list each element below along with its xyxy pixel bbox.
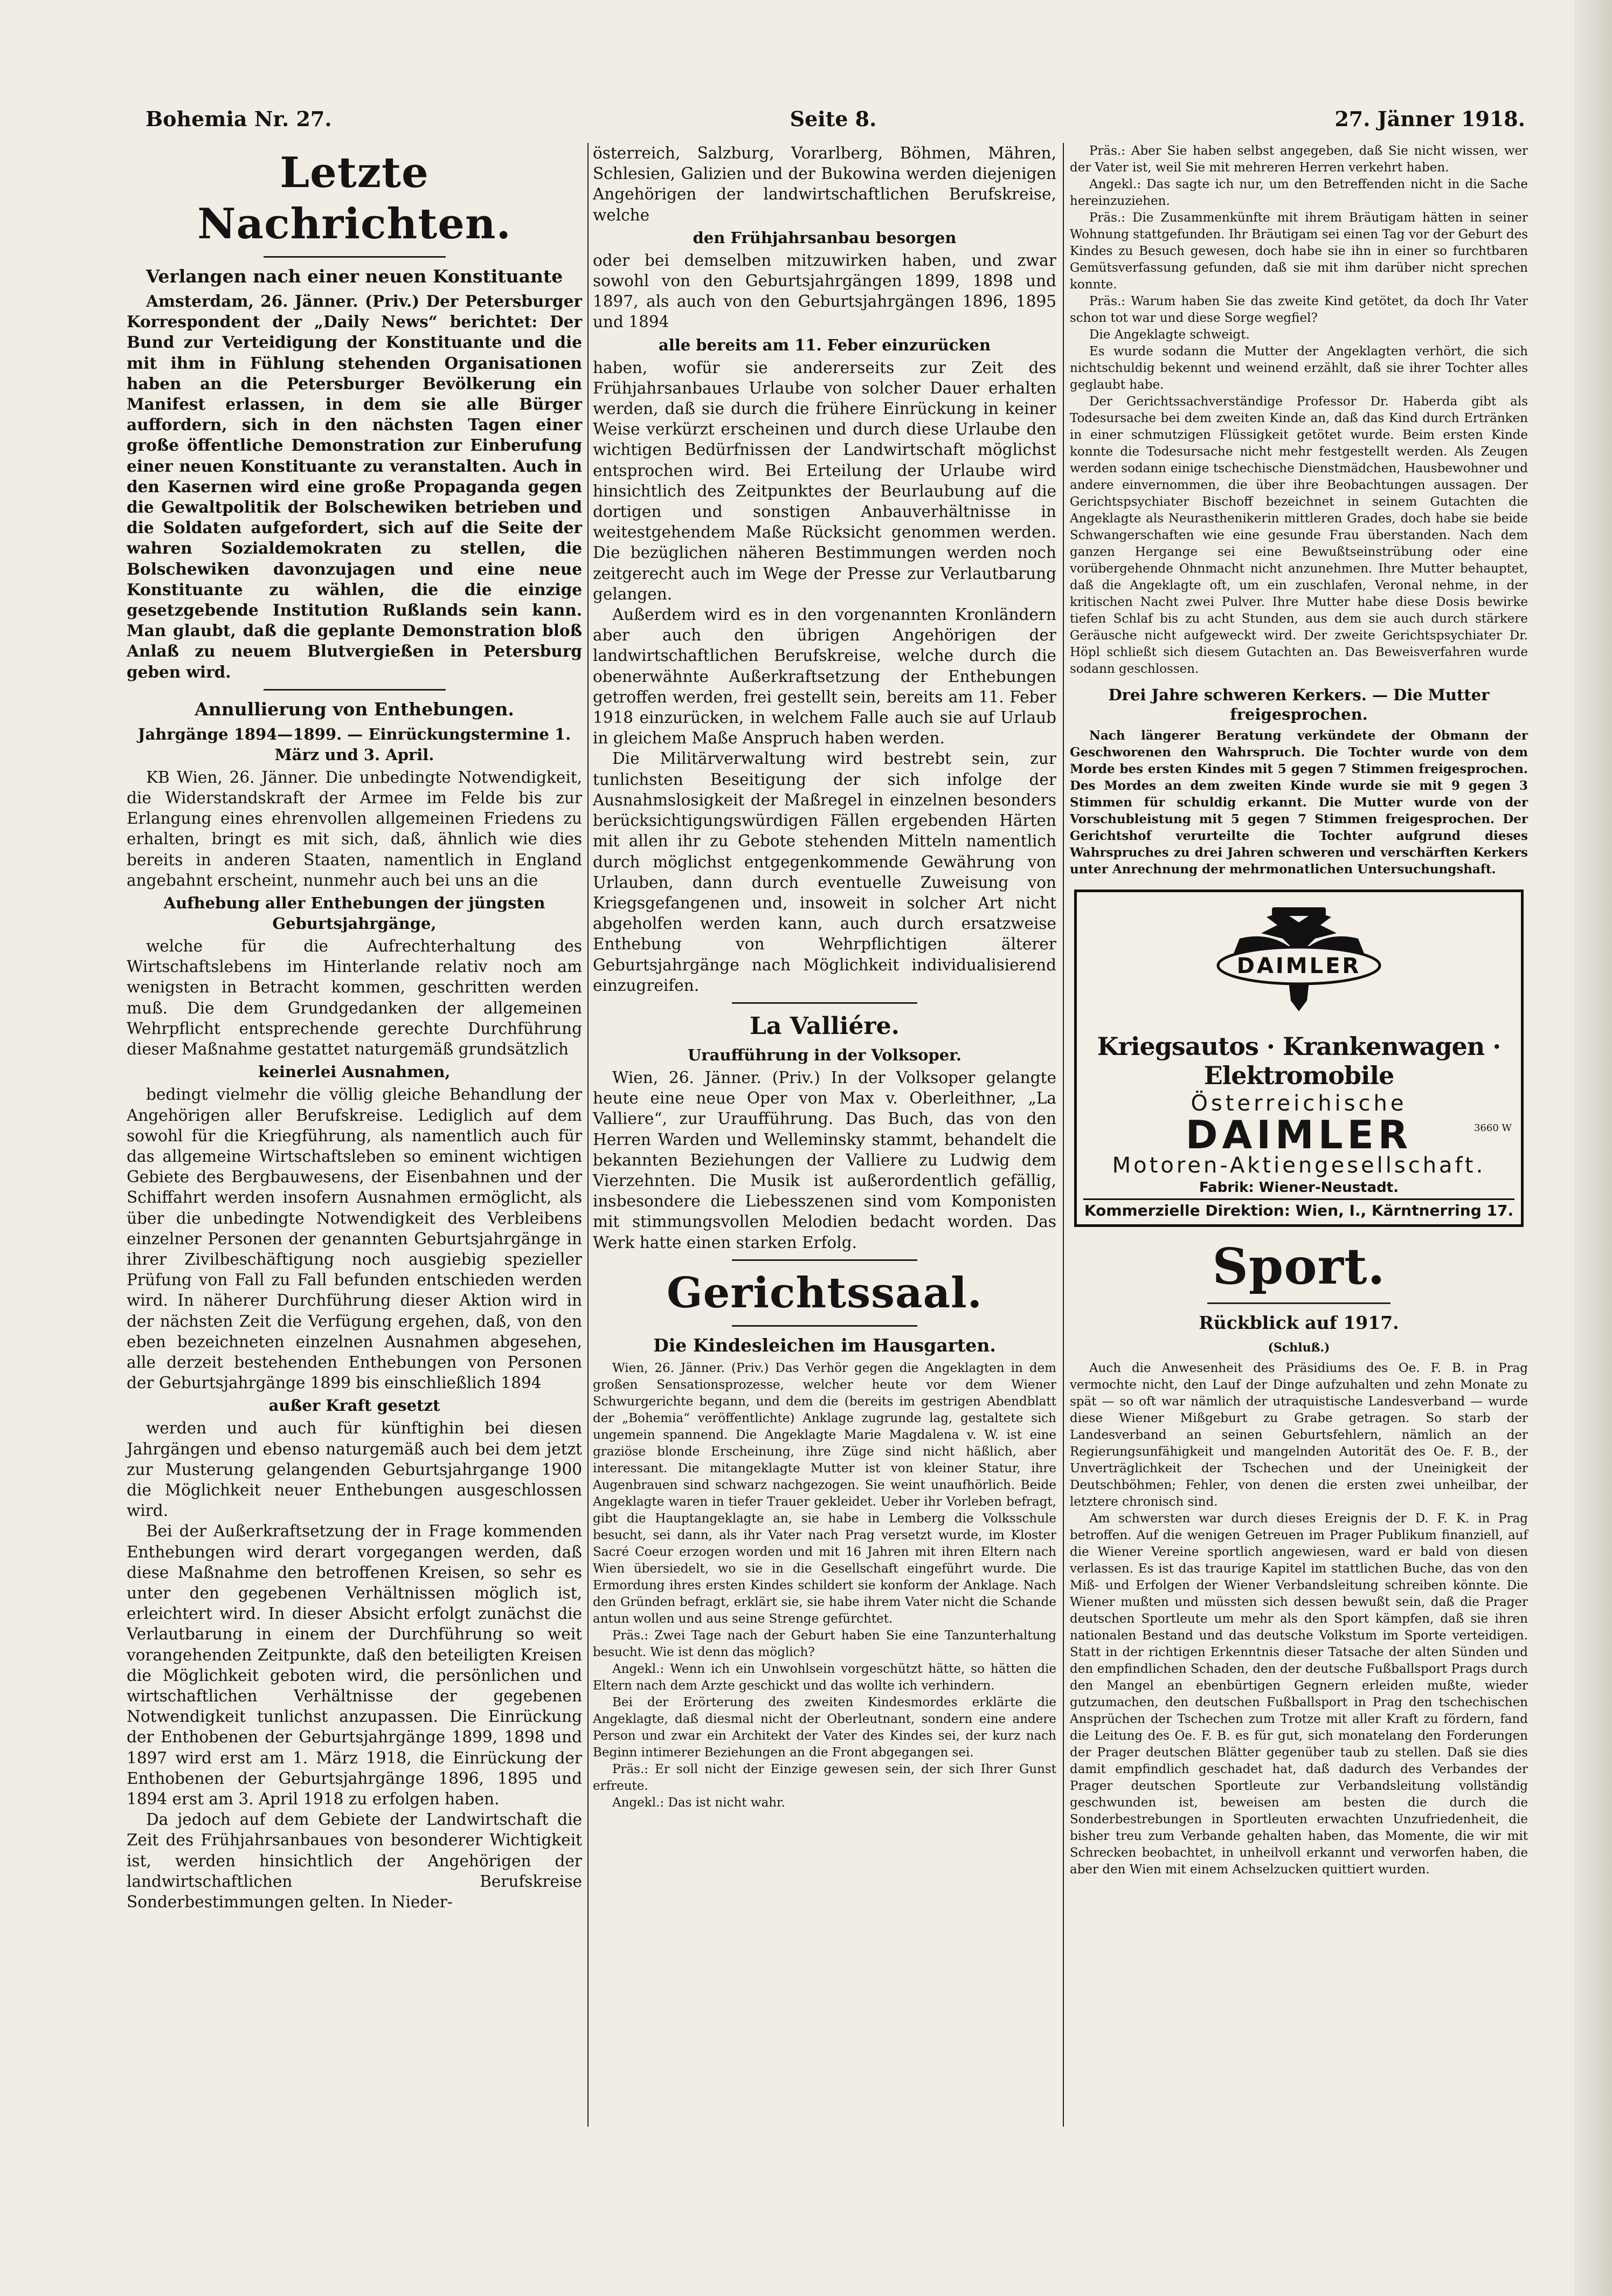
ad-code: 3660 W [1473,1122,1512,1134]
daimler-advertisement [1074,890,1524,1227]
article-subhead: alle bereits am 11. Feber einzurücken [658,335,991,354]
column-2 [593,143,1056,1811]
logo-text: DAIMLER [1236,954,1361,978]
article-title-enthebungen: Annullierung von Enthebungen. [195,698,514,720]
daimler-eagle-logo-icon [1207,901,1390,1019]
article-subhead: keinerlei Ausnahmen, [258,1063,451,1081]
header-publication: Bohemia Nr. 27. [146,106,332,131]
article-subhead: den Frühjahrsanbau besorgen [693,228,957,247]
article-subhead: Aufhebung aller Enthebungen der jüngsten Geburtsjahrgänge, [163,894,545,933]
page-binding-edge [1574,0,1612,2296]
article-body: Präs.: Die Zusammenkünfte mit ihrem Bräutigam hätten in seiner Wohnung stattgefunden. Ihr Bräutigam sei einen Tag vor der Geburt des Kindes zu Besuch gewesen, doch habe sie ihn in einer so furchtbaren Gemütsverfassung gefunden, daß sie mit ihm darüber nicht sprechen konnte. [1070,211,1528,292]
divider [264,689,446,691]
article-body: Wien, 26. Jänner. (Priv.) In der Volksoper gelangte heute eine neue Oper von Max v. Oberleithner, „La Valliere“, zur Uraufführung. Das Buch, das von den Herren Warden und Welleminsky stammt, behandelt die bekannten Beziehungen der Valliere zu Ludwig dem Vierzehnten. Die Musik ist außerordentlich gefällig, insbesondere die Liebesszenen sind vom Komponisten mit stimmungsvollen Melodien bedacht worden. Das Werk hatte einen starken Erfolg. [593,1068,1056,1252]
article-body: Nach längerer Beratung verkündete der Obmann der Geschworenen den Wahrspruch. Die Tochter wurde von dem Morde bes ersten Kindes mit 5 gegen 7 Stimmen freigesprochen. Des Mordes an dem zweiten Kinde wurde sie mit 9 gegen 3 Stimmen für schuldig erkannt. Die Mutter wurde von der Vorschubleistung mit 5 gegen 7 Stimmen freigesprochen. Der Gerichtshof verurteilte die Tochter aufgrund dieses Wahrspruches zu drei Jahren schweren und verschärften Kerkers unter Anrechnung der mehrmonatlichen Untersuchungshaft. [1070,728,1528,877]
article-title-konstituante: Verlangen nach einer neuen Konstituante [146,266,563,287]
divider [732,1325,917,1327]
article-body: bedingt vielmehr die völlig gleiche Behandlung der Angehörigen aller Berufskreise. Lediglich auf dem sowohl für die Kriegführung, als namentlich auch für das allgemeine Wirtschaftsleben so eminent wichtigen Gebiete des Bergbauwesens, der Eisenbahnen und der Schiffahrt werden insofern Ausnahmen ermöglicht, als über die unbedingte Notwendigkeit des Verbleibens einzelner Personen der genannten Geburtsjahrgänge in ihrer Zivilbeschäftigung noch ausgiebig spezieller Prüfung von Fall zu Fall befunden entschieden werden wird. In näherer Durchführung dieser Aktion wird in der nächsten Zeit die Verfügung ergehen, daß, von den eben bezeichneten einzelnen Ausnahmen abgesehen, alle derzeit bestehenden Enthebungen von Personen der Geburtsjahrgänge 1899 bis einschließlich 1894 [127,1085,582,1392]
article-title-la-valliere: La Valliére. [749,1012,900,1040]
article-body: Es wurde sodann die Mutter der Angeklagten verhört, die sich nichtschuldig bekennt und weinend erzählt, daß sie ihrer Tochter alles geglaubt habe. [1070,344,1528,392]
article-title-verdict: Drei Jahre schweren Kerkers. — Die Mutter freigesprochen. [1108,686,1490,723]
article-body: oder bei demselben mitzuwirken haben, und zwar sowohl von den Geburtsjahrgängen 1899, 1898 und 1897, als auch von den Geburtsjahrgängen 1896, 1895 und 1894 [593,251,1056,332]
header-date: 27. Jänner 1918. [1334,106,1525,131]
article-body: Präs.: Aber Sie haben selbst angegeben, daß Sie nicht wissen, wer der Vater ist, weil Sie mit mehreren Herren verkehrt haben. [1070,144,1528,175]
page-header [146,102,1525,135]
column-3 [1070,143,1528,1878]
article-body: Angekl.: Wenn ich ein Unwohlsein vorgeschützt hätte, so hätten die Eltern nach dem Arzte geschickt und das wollte ich verhindern. [593,1661,1056,1693]
article-body: welche für die Aufrechterhaltung des Wirtschaftslebens im Hinterlande relativ noch am wenigsten in Betracht kommen, geschritten werden muß. Die dem Grundgedanken der allgemeinen Wehrpflicht entsprechende gerechte Durchführung dieser Maßnahme gestattet naturgemäß grundsätzlich [127,937,582,1059]
article-body: Amsterdam, 26. Jänner. (Priv.) Der Petersburger Korrespondent der „Daily News“ berichtet: Der Bund zur Verteidigung der Konstituante und die mit ihm in Fühlung stehenden Organisationen haben an die Petersburger Bevölkerung ein Manifest erlassen, in dem sie alle Bürger auffordern, sich in den nächsten Tagen einer große öffentliche Demonstration zur Einberufung einer neuen Konstituante zu veranstalten. Auch in den Kasernen wird eine große Propaganda gegen die Gewaltpolitik der Bolschewiken betrieben und die Soldaten aufgefordert, sich auf die Seite der wahren Sozialdemokraten zu stellen, die Bolschewiken davonzujagen und eine neue Konstituante zu wählen, die die einzige gesetzgebende Institution Rußlands sein kann. Man glaubt, daß die geplante Demonstration bloß Anlaß zu neuem Blutvergießen in Petersburg geben wird. [127,292,582,681]
article-body: Die Angeklagte schweigt. [1089,328,1250,342]
article-body: Angekl.: Das sagte ich nur, um den Betreffenden nicht in die Sache hereinzuziehen. [1070,177,1528,208]
article-body: Präs.: Er soll nicht der Einzige gewesen sein, der sich Ihrer Gunst erfreute. [593,1762,1056,1793]
article-body: Die Militärverwaltung wird bestrebt sein, zur tunlichsten Beseitigung der sich infolge der Ausnahmslosigkeit der Maßregel in einzelnen besonders berücksichtigungswürdigen Fällen ergebenden Härten mit allen ihr zu Gebote stehenden Mitteln namentlich durch möglichst entgegenkommende Gewährung von Urlauben, dann durch eventuelle Zuweisung von Kriegsgefangenen und, insoweit in solcher Art nicht abgeholfen werden kann, auch durch ersatzweise Enthebung von Wehrpflichtigen älterer Geburtsjahrgänge nach Möglichkeit individualisierend einzugreifen. [593,749,1056,995]
article-title-kindesleichen: Die Kindesleichen im Hausgarten. [653,1334,996,1356]
article-body: Präs.: Zwei Tage nach der Geburt haben Sie eine Tanzunterhaltung besucht. Wie ist denn das möglich? [593,1628,1056,1659]
article-body: Bei der Außerkraftsetzung der in Frage kommenden Enthebungen wird derart vorgegangen werden, daß diese Maßnahme den betroffenen Kreisen, so sehr es unter den gegebenen Verhältnissen möglich ist, erleichtert wird. In dieser Absicht erfolgt zunächst die Verlautbarung in einem der Durchführung so weit vorangehenden Zeitpunkte, daß den beteiligten Kreisen die Möglichkeit geboten wird, die persönlichen und wirtschaftlichen Verhältnisse der gegebenen Notwendigkeit tunlichst anzupassen. Die Einrückung der Enthobenen der Geburtsjahrgänge 1899, 1898 und 1897 wird erst am 1. März 1918, die Einrückung der Enthobenen der Geburtsjahrgänge 1896, 1895 und 1894 erst am 3. April 1918 zu erfolgen haben. [127,1522,582,1808]
ad-country: Österreichische [1191,1091,1407,1116]
divider [1207,1302,1390,1304]
article-body: KB Wien, 26. Jänner. Die unbedingte Notwendigkeit, die Widerstandskraft der Armee im Felde bis zur Erlangung eines ehrenvollen allgemeinen Friedens zu erhalten, bringt es mit sich, daß, ähnlich wie dies bereits in anderen Staaten, namentlich in England angebahnt erscheint, nunmehr auch bei uns an die [127,768,582,890]
divider [264,256,446,258]
article-body: österreich, Salzburg, Vorarlberg, Böhmen, Mähren, Schlesien, Galizien und der Bukowina werden diejenigen Angehörigen der landwirtschaftlichen Berufskreise, welche [593,144,1056,224]
article-body: Bei der Erörterung des zweiten Kindesmordes erklärte die Angeklagte, daß diesmal nicht der Oberleutnant, sondern eine andere Person und zwar ein Architekt der Vater des Kindes sei, der kurz nach Beginn intimerer Beziehungen an die Front abgegangen sei. [593,1695,1056,1760]
article-body: Auch die Anwesenheit des Präsidiums des Oe. F. B. in Prag vermochte nicht, den Lauf der Dinge aufzuhalten und zehn Monate zu spät — so oft war nämlich der utraquistische Landesverband — wurde diese Wiener Mißgeburt zu Grabe getragen. So starb der Landesverband an seinen Geburtsfehlern, nämlich an der Regierungsunfähigkeit und mangelnden Autorität des Oe. F. B., der Unverträglichkeit der Tschechen und der Uneinigkeit der Deutschböhmen; Fehler, von denen die ersten zwei unheilbar, der letztere chronisch sind. [1070,1361,1528,1509]
article-title-rueckblick: Rückblick auf 1917. [1199,1312,1399,1333]
ad-company: Motoren-Aktiengesellschaft. [1112,1153,1486,1178]
section-title-sport: Sport. [1212,1237,1386,1295]
article-body: Außerdem wird es in den vorgenannten Kronländern aber auch den übrigen Angehörigen der landwirtschaftlichen Berufskreise, welche durch die obenerwähnte Außerkraftsetzung der Enthebungen getroffen werden, frei gestellt sein, bereits am 11. Feber 1918 einzurücken, in welchem Falle auch sie auf Urlaub in gleichem Maße Anspruch haben werden. [593,605,1056,748]
divider [732,1259,917,1261]
article-body: Am schwersten war durch dieses Ereignis der D. F. K. in Prag betroffen. Auf die wenigen Getreuen im Prager Publikum finanziell, auf die Wiener Vereine sportlich angewiesen, ward er bald von diesen verlassen. Es ist das traurige Kapitel im stattlichen Buche, das von den Miß- und Erfolgen der Wiener Verbandsleitung schreiben könnte. Die Wiener mußten und müssten sich dessen bewußt sein, daß die Prager deutschen Sportleute um mehr als den Sport kämpfen, daß sie ihren nationalen Bestand und das deutsche Volkstum im Sporte verteidigen. Statt in der richtigen Erkenntnis dieser Tatsache der alten Sünden und den empfindlichen Schaden, den der deutsche Fußballsport Prags durch den Mangel an ebenbürtigen Gegnern erleiden mußte, wieder gutzumachen, den deutschen Fußballsport in Prag den tschechischen Ansprüchen der Tschechen zum Trotze mit aller Kraft zu fördern, fand die Leitung des Oe. F. B. es für gut, sich monatelang den Forderungen der Prager deutschen Blätter gegenüber taub zu stellen. Daß sie dies damit empfindlich geschadet hat, daß dadurch des Verbandes der Prager deutschen Sportleute zur Verbandsleitung vollständig geschwunden ist, beweisen am besten die durch die Sonderbestrebungen in Sportleuten erwachten Unzufriedenheit, die bisher treu zum Verbande gehalten haben, das Momente, die wir mit Schrecken beobachtet, in unheilvoll erkannt und verworfen haben, die aber den Wien mit einem Achselzucken quittiert wurden. [1070,1512,1528,1877]
article-body: Da jedoch auf dem Gebiete der Landwirtschaft die Zeit des Frühjahrsanbaues von besonderer Wichtigkeit ist, werden hinsichtlich der Angehörigen der landwirtschaftlichen Berufskreise Sonderbestimmungen gelten. In Nieder- [127,1810,582,1912]
section-title-latest-news: Letzte Nachrichten. [197,148,511,249]
article-body: Der Gerichtssachverständige Professor Dr. Haberda gibt als Todesursache bei dem zweiten Kinde an, daß das Kind durch Ertränken in einer schmutzigen Flüssigkeit getötet wurde. Beim ersten Kinde konnte die Todesursache nicht mehr festgestellt werden. Als Zeugen werden sodann einige tschechische Dienstmädchen, Hausbewohner und andere einvernommen, die über ihre Beobachtungen aussagen. Der Gerichtspsychiater Bischoff bezeichnet in seinem Gutachten die Angeklagte als Neurasthenikerin mittleren Grades, doch habe sie beide Schwangerschaften wie eine gesunde Frau überstanden. Nach dem ganzen Hergange sei eine Bewußtseinstrübung oder eine vorübergehende Ohnmacht nicht anzunehmen. Ihre Mutter behauptet, daß die Angeklagte oft, um ein zuschlafen, Veronal nehme, in der kritischen Nacht zwei Pulver. Ihre Mutter habe diese Dosis bewirke tiefen Schlaf bis zu acht Stunden, aus dem sie auch durch stärkere Geräusche nicht aufgeweckt wird. Der zweite Gerichtspsychiater Dr. Höpl schließt sich diesem Gutachten an. Das Beweisverfahren wurde sodann geschlossen. [1070,395,1528,676]
article-subtitle: Uraufführung in der Volksoper. [688,1045,961,1064]
article-body: haben, wofür sie andererseits zur Zeit des Frühjahrsanbaues Urlaube von solcher Dauer erhalten werden, daß sie durch die frühere Einrückung in keiner Weise verkürzt erscheinen und durch diese Urlaube den wichtigen Bedürfnissen der Landwirtschaft möglichst entsprochen wird. Bei Erteilung der Urlaube wird hinsichtlich des Zeitpunktes der Beurlaubung auf die dortigen und sonstigen Anbauverhältnisse in weitestgehendem Maße Rücksicht genommen werden. Die bezüglichen näheren Bestimmungen werden noch zeitgerecht auch im Wege der Presse zur Verlautbarung gelangen. [593,358,1056,603]
column-rule-1 [587,143,589,2127]
header-page-number: Seite 8. [790,106,877,131]
article-body: werden und auch für künftighin bei diesen Jahrgängen und ebenso naturgemäß auch bei dem jetzt zur Musterung gelangenden Geburtsjahrgange 1900 die Möglichkeit neuer Enthebungen ausgeschlossen wird. [127,1419,582,1520]
ad-address: Kommerzielle Direktion: Wien, I., Kärntnerring 17. [1083,1198,1514,1219]
article-subtitle: Jahrgänge 1894—1899. — Einrückungstermine 1. März und 3. April. [137,725,571,764]
article-subtitle: (Schluß.) [1268,1341,1330,1355]
ad-brand: DAIMLER [1185,1112,1413,1157]
divider [732,1002,917,1004]
column-1 [127,143,582,1912]
article-subhead: außer Kraft gesetzt [268,1396,440,1415]
article-body: Angekl.: Das ist nicht wahr. [612,1795,785,1810]
article-body: Wien, 26. Jänner. (Priv.) Das Verhör gegen die Angeklagten in dem großen Sensationsprozesse, welcher heute vor dem Wiener Schwurgerichte begann, und dem die (bereits im gestrigen Abendblatt der „Bohemia“ veröffentlichte) Anklage zugrunde lag, gestaltete sich ungemein spannend. Die Angeklagte Marie Magdalena v. W. ist eine graziöse blonde Erscheinung, ihre Züge sind nicht häßlich, aber interessant. Die mitangeklagte Mutter ist von kleiner Statur, ihre Augenbrauen sind schwarz nachgezogen. Sie weint unaufhörlich. Beide Angeklagte waren in tiefer Trauer gekleidet. Ueber ihr Vorleben befragt, gibt die Hauptangeklagte an, sie habe in Lemberg die Volksschule besucht, sei dann, als ihr Vater nach Prag versetzt wurde, im Kloster Sacré Coeur erzogen worden und mit 16 Jahren mit ihren Eltern nach Wien übersiedelt, wo sie in die Gesellschaft eingeführt wurde. Die Ermordung ihres ersten Kindes schildert sie konform der Anklage. Nach den Gründen befragt, erklärt sie, sie habe ihrem Vater nicht die Schande antun wollen und aus seine Strenge gefürchtet. [593,1361,1056,1626]
column-rule-2 [1063,143,1064,2127]
ad-factory: Fabrik: Wiener-Neustadt. [1199,1180,1399,1196]
section-title-court: Gerichtssaal. [667,1268,983,1318]
ad-vehicles: Kriegsautos · Krankenwagen · Elektromobile [1097,1032,1501,1090]
article-body: Präs.: Warum haben Sie das zweite Kind getötet, da doch Ihr Vater schon tot war und diese Sorge wegfiel? [1070,294,1528,325]
